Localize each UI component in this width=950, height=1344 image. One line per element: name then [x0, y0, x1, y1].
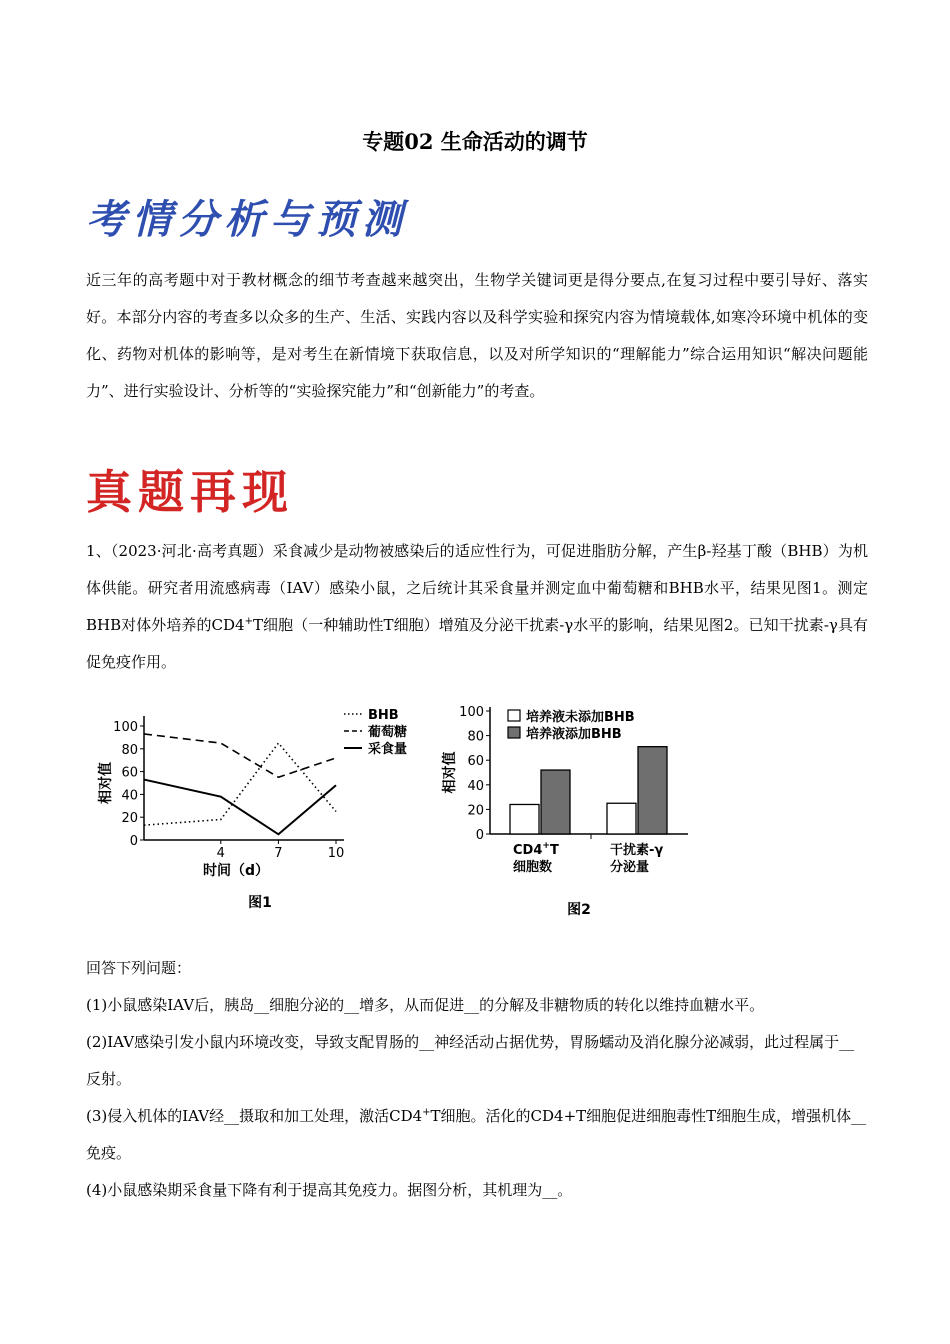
fig2-legend-swatch [508, 727, 520, 738]
fig2-y-tick-label: 60 [467, 754, 484, 770]
fig1-y-tick-label: 20 [121, 811, 138, 827]
fig2-bar [607, 803, 636, 834]
fig1-x-tick-label: 7 [274, 846, 283, 861]
fig2-caption: 图2 [567, 902, 591, 918]
figure2-chart [441, 705, 688, 918]
section-banner-real-exam: 真题再现 [86, 465, 294, 519]
intro-paragraph: 近三年的高考题中对于教材概念的细节考查越来越突出，生物学关键词更是得分要点,在复习过程中要引导好、落实好。本部分内容的考查多以众多的生产、生活、实践内容以及科学实验和探究内容为情境载体,如寒冷环境中机体的变化、药物对机体的影响等，是对考生在新情境下获取信息，以及对所学知识的“理解能力”综合运用知识“解决问题能力”、进行实验设计、分析等的“实验探究能力”和“创新能力”的考查。 [86, 271, 868, 400]
question-text-part1: 1、（2023·河北·高考真题）采食减少是动物被感染后的适应性行为，可促进脂肪分解，产生β-羟基丁酸（BHB）为机体供能。研究者用流感病毒（IAV）感染小鼠，之后统计其采食量并测定血中葡萄糖和BHB水平，结果见图1。测定BHB对体外培养的CD4 [86, 542, 868, 634]
fig1-y-tick-label: 0 [129, 834, 138, 849]
section-banner-analysis: 考情分析与预测 [86, 197, 408, 243]
fig1-series-line [144, 734, 336, 777]
fig1-legend-label: BHB [368, 708, 399, 723]
question-text-part2: T细胞（一种辅助性T细胞）增殖及分泌干扰素-γ水平的影响，结果见图2。已知干扰素-γ具有促免疫作用。 [86, 616, 868, 671]
fig2-y-tick-label: 40 [467, 778, 484, 794]
answer-q3 [86, 1098, 868, 1172]
figure1-chart [97, 708, 407, 911]
figures [86, 700, 786, 930]
fig2-y-tick-label: 80 [467, 729, 484, 745]
fig2-legend-swatch [508, 710, 520, 721]
fig2-category-label: 干扰素-γ [610, 843, 664, 858]
fig2-bar [541, 770, 570, 834]
fig1-y-tick-label: 40 [121, 788, 138, 804]
fig1-y-axis-label: 相对值 [98, 762, 114, 804]
fig2-y-tick-label: 0 [475, 828, 484, 843]
fig2-legend-label: 培养液未添加BHB [526, 710, 635, 725]
fig1-y-tick-label: 60 [121, 765, 138, 781]
page-title: 专题02 生命活动的调节 [362, 129, 588, 154]
fig1-legend-label: 采食量 [368, 742, 408, 757]
fig2-bar [510, 804, 539, 834]
fig1-y-tick-label: 80 [121, 742, 138, 758]
fig2-bar [638, 747, 667, 834]
fig2-legend-label: 培养液添加BHB [526, 727, 622, 742]
fig2-y-axis-label: 相对值 [442, 751, 458, 794]
answer-q1: (1)小鼠感染IAV后，胰岛__细胞分泌的__增多，从而促进__的分解及非糖物质的转化以维持血糖水平。 [86, 996, 765, 1014]
answer-q2: (2)IAV感染引发小鼠内环境改变，导致支配胃肠的__神经活动占据优势，胃肠蠕动及消化腺分泌减弱，此过程属于__反射。 [86, 1033, 855, 1088]
answer-q3-superscript: + [422, 1107, 431, 1118]
answer-q3-part2: T细胞。活化的CD4+T细胞促进细胞毒性T细胞生成，增强机体__免疫。 [86, 1107, 867, 1162]
fig1-x-tick-label: 10 [327, 846, 345, 861]
fig2-category-label-line2: 分泌量 [610, 860, 650, 875]
answer-q3-part1: (3)侵入机体的IAV经__摄取和加工处理，激活CD4 [86, 1107, 423, 1125]
fig2-category-label-line2: 细胞数 [513, 860, 553, 875]
question-superscript: + [244, 616, 253, 627]
fig2-y-tick-label: 100 [459, 705, 484, 720]
fig1-caption: 图1 [248, 895, 272, 911]
fig2-category-label: CD4+T [513, 841, 559, 858]
answers-section [86, 950, 868, 1209]
fig1-y-tick-label: 100 [113, 720, 138, 735]
figures-svg [86, 700, 786, 930]
fig1-x-axis-label: 时间（d） [202, 863, 270, 879]
fig1-x-tick-label: 4 [216, 846, 225, 861]
fig1-series-line [144, 743, 336, 825]
answers-lead: 回答下列问题： [86, 959, 192, 977]
fig1-legend-label: 葡萄糖 [368, 725, 408, 740]
question-stem [86, 533, 868, 681]
fig2-y-tick-label: 20 [467, 803, 484, 819]
answer-q4: (4)小鼠感染期采食量下降有利于提高其免疫力。据图分析，其机理为__。 [86, 1181, 573, 1199]
fig1-series-line [144, 780, 336, 835]
